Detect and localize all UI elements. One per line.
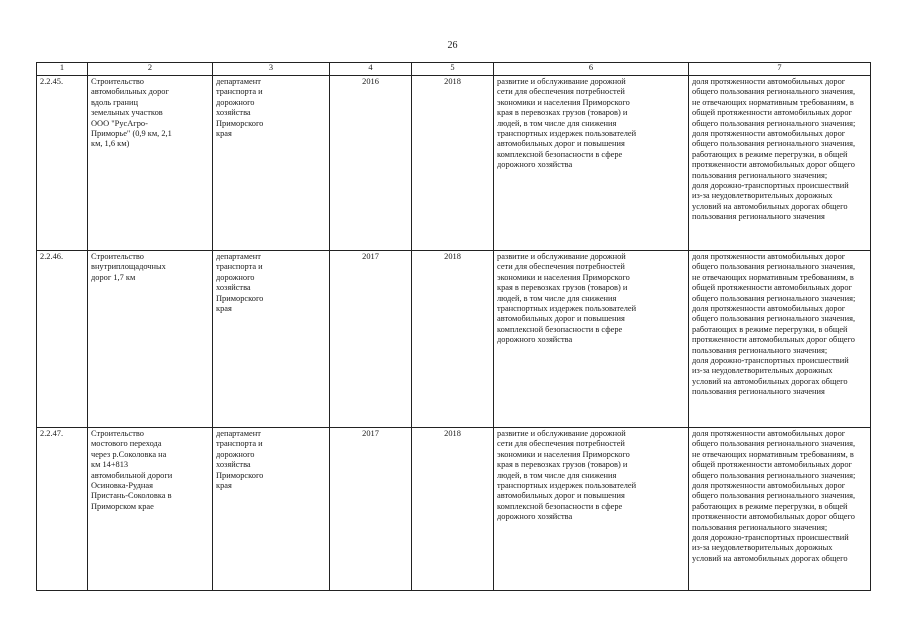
target-indicators-cell: [689, 428, 871, 591]
target-indicators: доля протяженности автомобильных дорог общего пользования регионального значения, не отвечающих нормативным требованиям, в общей протяженности автомобильных дорог общего пользования регионального значения; доля протяженности автомобильных дорог общего пользования регионального значения, работающих в режиме перегрузки, в общей протяженности автомобильных дорог общего пользования регионального значения; доля дорожно-транспортных происшествий из-за неудовлетворительных дорожных условий на автомобильных дорогах общего пользования регионального значения: [689, 251, 871, 428]
page-number: 26: [447, 40, 458, 51]
start-year: 2016: [330, 76, 412, 251]
row-number: 2.2.47.: [37, 428, 88, 591]
project-name: Строительство автомобильных дорог вдоль границ земельных участков ООО "РусАгро- Приморье" (0,9 км, 2,1 км, 1,6 км): [88, 76, 213, 251]
responsible-department: департамент транспорта и дорожного хозяйства Приморского края: [213, 76, 330, 251]
table-row: [37, 251, 871, 428]
end-year: 2018: [412, 251, 494, 428]
start-year: 2017: [330, 251, 412, 428]
column-header: 1: [37, 63, 88, 76]
project-goal: развитие и обслуживание дорожной сети для обеспечения потребностей экономики и населения Приморского края в перевозках грузов (товаров) и людей, в том числе для снижения транспортных издержек пользователей автомобильных дорог и повышения комплексной безопасности в сфере дорожного хозяйства: [494, 76, 689, 251]
table-row: [37, 76, 871, 251]
responsible-department: департамент транспорта и дорожного хозяйства Приморского края: [213, 428, 330, 591]
column-header: 2: [88, 63, 213, 76]
project-goal: развитие и обслуживание дорожной сети для обеспечения потребностей экономики и населения Приморского края в перевозках грузов (товаров) и людей, в том числе для снижения транспортных издержек пользователей автомобильных дорог и повышения комплексной безопасности в сфере дорожного хозяйства: [494, 428, 689, 591]
column-header: 6: [494, 63, 689, 76]
column-header: 5: [412, 63, 494, 76]
column-header: 7: [689, 63, 871, 76]
end-year: 2018: [412, 428, 494, 591]
target-indicators: доля протяженности автомобильных дорог общего пользования регионального значения, не отвечающих нормативным требованиям, в общей протяженности автомобильных дорог общего пользования регионального значения; доля протяженности автомобильных дорог общего пользования регионального значения, работающих в режиме перегрузки, в общей протяженности автомобильных дорог общего пользования регионального значения; доля дорожно-транспортных происшествий из-за неудовлетворительных дорожных условий на автомобильных дорогах общего: [692, 429, 856, 563]
column-header: 3: [213, 63, 330, 76]
project-goal: развитие и обслуживание дорожной сети для обеспечения потребностей экономики и населения Приморского края в перевозках грузов (товаров) и людей, в том числе для снижения транспортных издержек пользователей автомобильных дорог и повышения комплексной безопасности в сфере дорожного хозяйства: [494, 251, 689, 428]
responsible-department: департамент транспорта и дорожного хозяйства Приморского края: [213, 251, 330, 428]
table-row: [37, 428, 871, 591]
project-name: Строительство внутриплощадочных дорог 1,7 км: [88, 251, 213, 428]
column-header: 4: [330, 63, 412, 76]
header-row: [37, 63, 871, 76]
row-number: 2.2.46.: [37, 251, 88, 428]
project-name: Строительство мостового перехода через р.Соколовка на км 14+813 автомобильной дороги Осиновка-Рудная Пристань-Соколовка в Приморском крае: [88, 428, 213, 591]
target-indicators: доля протяженности автомобильных дорог общего пользования регионального значения, не отвечающих нормативным требованиям, в общей протяженности автомобильных дорог общего пользования регионального значения; доля протяженности автомобильных дорог общего пользования регионального значения, работающих в режиме перегрузки, в общей протяженности автомобильных дорог общего пользования регионального значения; доля дорожно-транспортных происшествий из-за неудовлетворительных дорожных условий на автомобильных дорогах общего пользования регионального значения: [689, 76, 871, 251]
document-table: [36, 62, 871, 591]
start-year: 2017: [330, 428, 412, 591]
row-number: 2.2.45.: [37, 76, 88, 251]
end-year: 2018: [412, 76, 494, 251]
